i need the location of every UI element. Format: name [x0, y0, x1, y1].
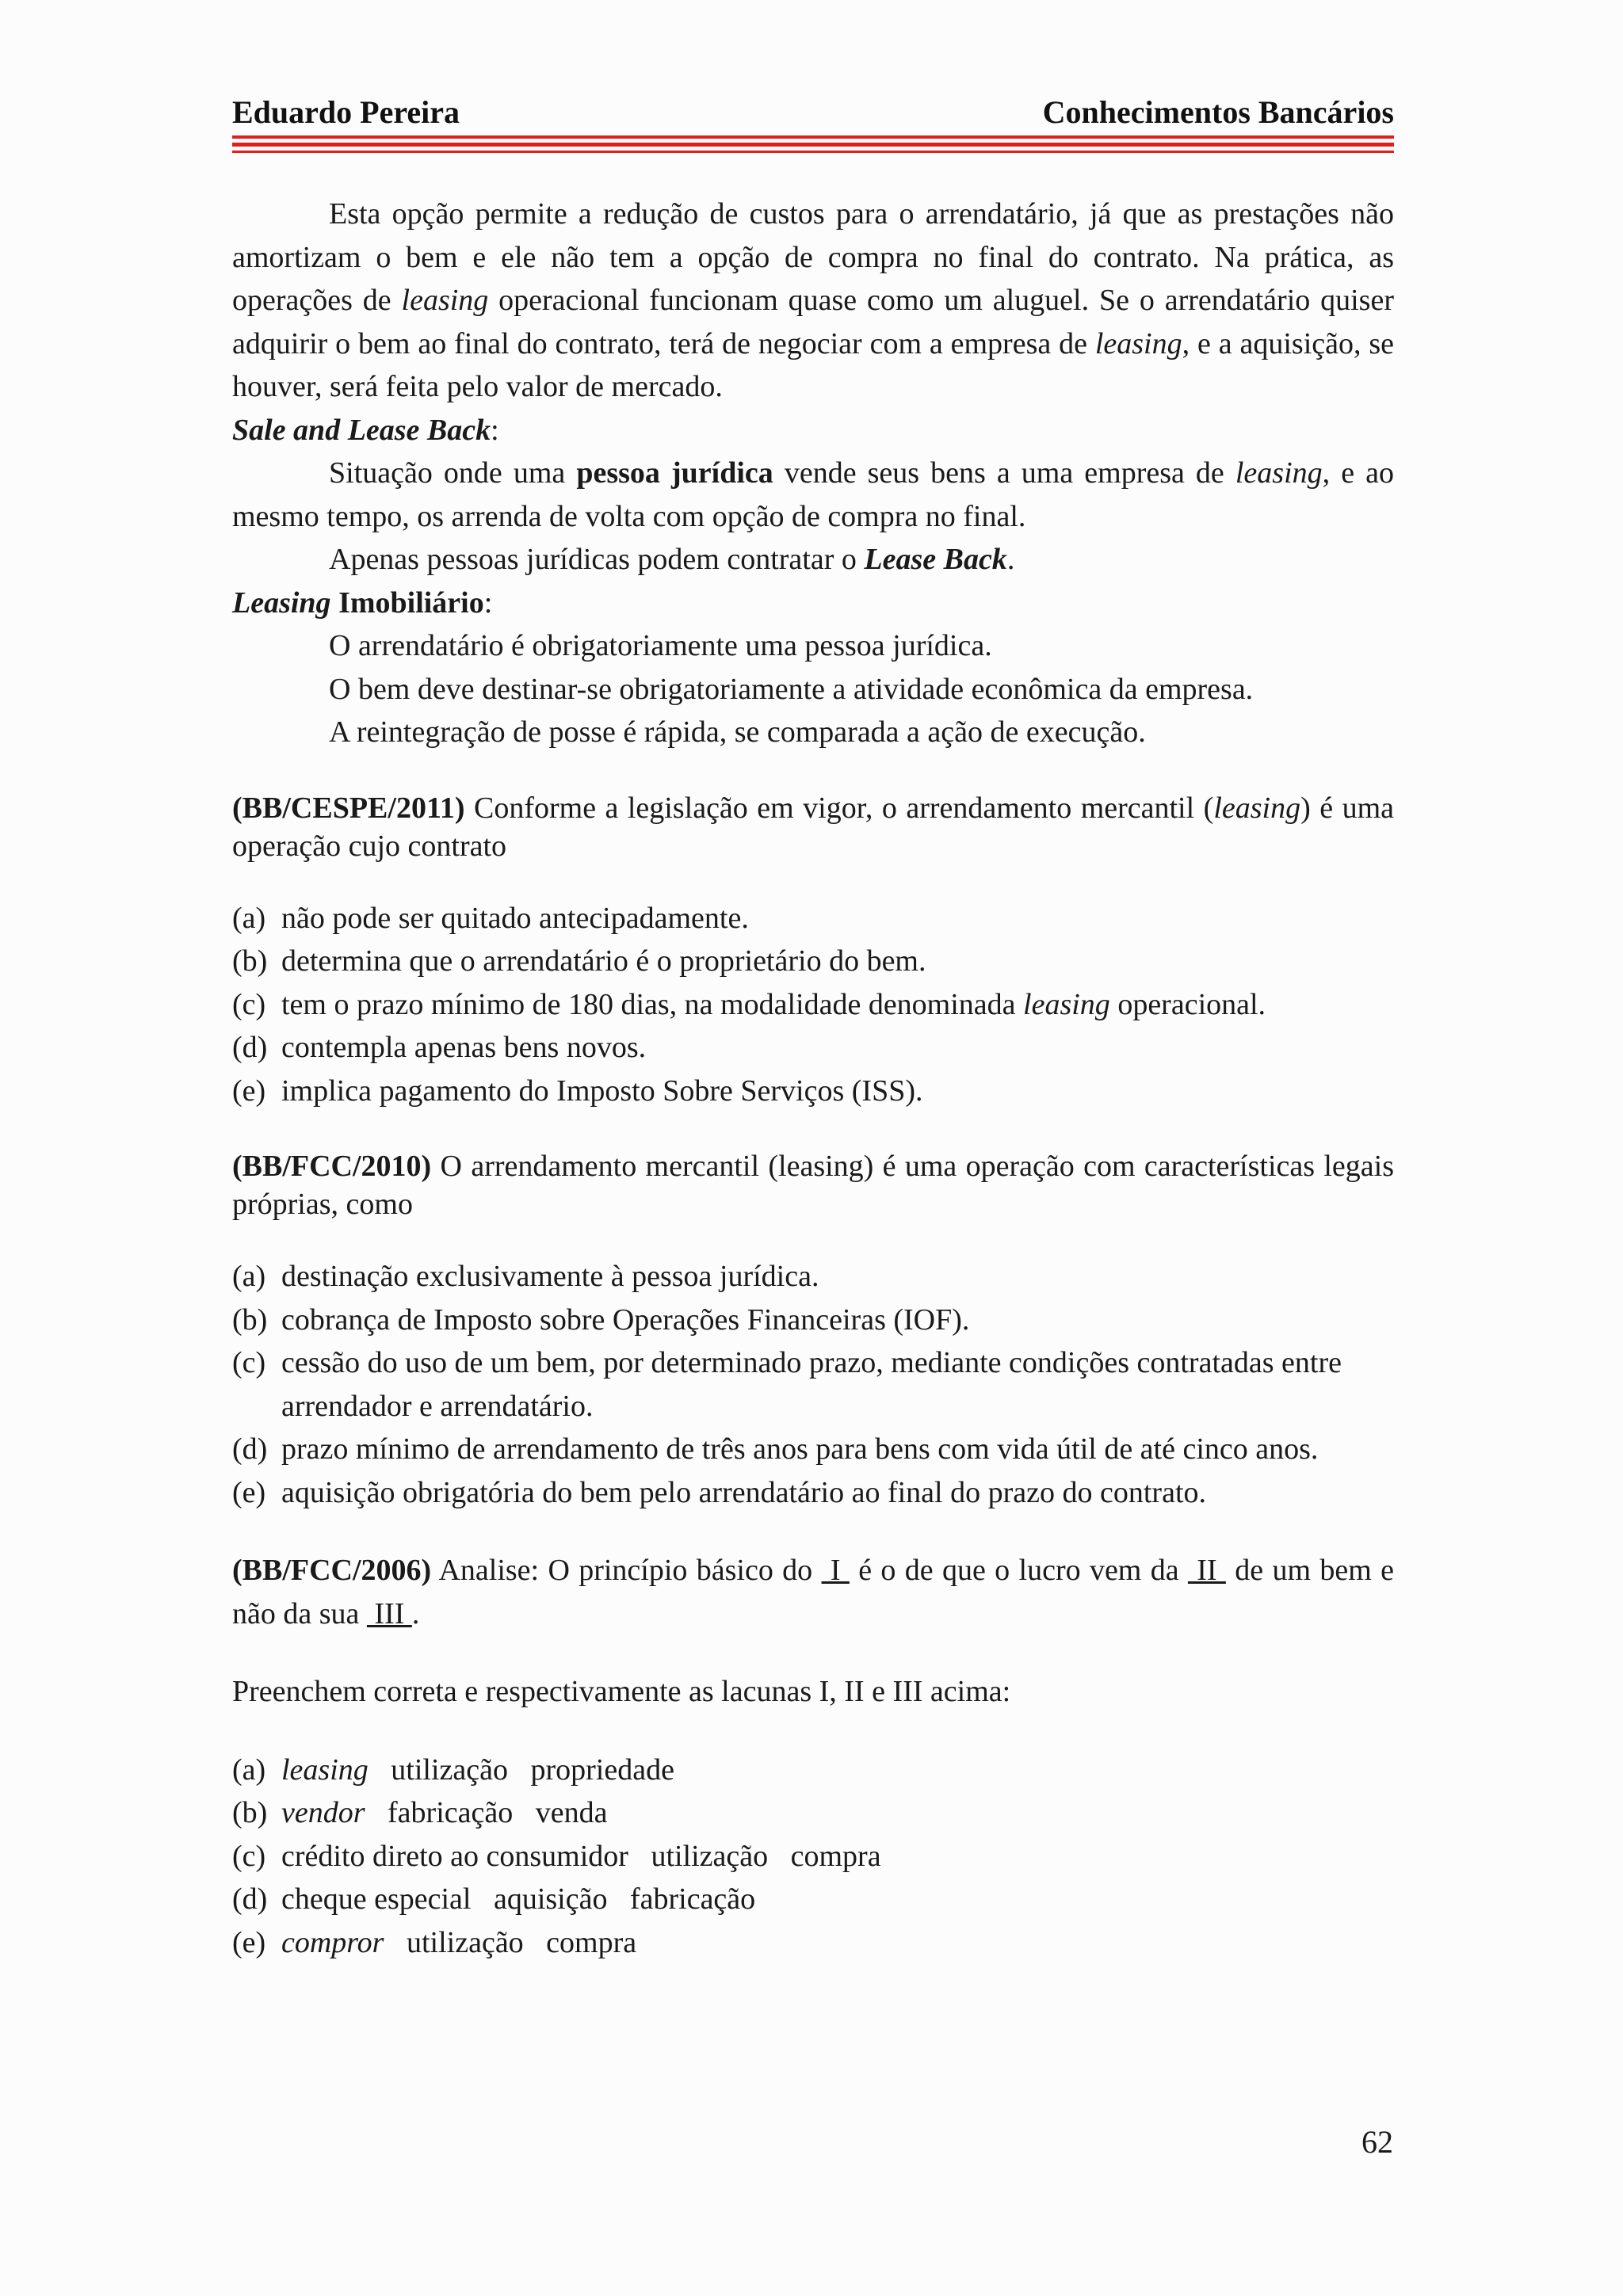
section-heading-leasing-imobiliario: Leasing Imobiliário:	[232, 585, 493, 620]
blank-ii: II	[1187, 1554, 1226, 1587]
lease-back-paragraph: Apenas pessoas jurídicas podem contratar o Lease Back.	[329, 543, 1015, 576]
answer-option[interactable]: (e) implica pagamento do Imposto Sobre Serviços (ISS).	[232, 1074, 923, 1108]
sale-lease-back-paragraph: Situação onde uma pessoa jurídica vende seus bens a uma empresa de leasing, e ao mesmo tempo, os arrenda de volta com opção de compra no final.	[232, 456, 1395, 533]
header-rule	[232, 143, 1394, 147]
answer-option[interactable]: (a) não pode ser quitado antecipadamente.	[232, 901, 749, 935]
header-rule	[232, 151, 1394, 153]
header-rule	[232, 135, 1394, 139]
intro-paragraph: Esta opção permite a redução de custos para o arrendatário, já que as prestações não amortizam o bem e ele não tem a opção de compra no final do contrato. Na prática, as operações de leasing operacional funcionam quase como um aluguel. Se o arrendatário quiser adquirir o bem ao final do contrato, terá de negociar com a empresa de leasing, e a aquisição, se houver, será feita pelo valor de mercado.	[232, 197, 1395, 403]
page-header	[232, 93, 1394, 141]
answer-option[interactable]: (b) cobrança de Imposto sobre Operações Financeiras (IOF).	[232, 1302, 970, 1337]
section-heading-sale-lease-back: Sale and Lease Back:	[232, 413, 499, 447]
answer-option[interactable]: (c) tem o prazo mínimo de 180 dias, na modalidade denominada leasing operacional.	[232, 987, 1266, 1021]
answer-option[interactable]: (e) aquisição obrigatória do bem pelo arrendatário ao final do prazo do contrato.	[232, 1475, 1206, 1509]
list-item: O arrendatário é obrigatoriamente uma pessoa jurídica.	[329, 629, 992, 662]
answer-option[interactable]: (c) crédito direto ao consumidor utilização compra	[232, 1839, 881, 1873]
answer-option[interactable]: (b) vendor fabricação venda	[232, 1796, 608, 1829]
answer-option[interactable]: (c) cessão do uso de um bem, por determinado prazo, mediante condições contratadas entre arrendador e arrendatário.	[232, 1346, 1342, 1423]
question-3-stem: (BB/FCC/2006) Analise: O princípio básico do I é o de que o lucro vem da II de um bem e não da sua III .	[232, 1554, 1395, 1630]
answer-option[interactable]: (e) compror utilização compra	[232, 1925, 637, 1959]
answer-option[interactable]: (b) determina que o arrendatário é o proprietário do bem.	[232, 944, 926, 978]
blank-iii: III	[366, 1596, 412, 1630]
blank-i: I	[821, 1554, 850, 1587]
page-body	[232, 193, 1394, 1964]
list-item: O bem deve destinar-se obrigatoriamente a atividade econômica da empresa.	[329, 672, 1254, 706]
question-2-stem: (BB/FCC/2010) O arrendamento mercantil (leasing) é uma operação com características legais próprias, como	[232, 1150, 1394, 1221]
header-author: Eduardo Pereira	[232, 94, 460, 130]
question-1-stem: (BB/CESPE/2011) Conforme a legislação em vigor, o arrendamento mercantil (leasing) é uma operação cujo contrato	[232, 791, 1394, 863]
question-3-instruction: Preenchem correta e respectivamente as lacunas I, II e III acima:	[232, 1675, 1011, 1708]
answer-option[interactable]: (d) contempla apenas bens novos.	[232, 1031, 647, 1064]
answer-option[interactable]: (d) cheque especial aquisição fabricação	[232, 1882, 756, 1916]
page-number: 62	[1361, 2124, 1393, 2160]
list-item: A reintegração de posse é rápida, se comparada a ação de execução.	[329, 715, 1146, 749]
answer-option[interactable]: (a) leasing utilização propriedade	[232, 1753, 674, 1787]
answer-option[interactable]: (a) destinação exclusivamente à pessoa jurídica.	[232, 1260, 819, 1293]
answer-option[interactable]: (d) prazo mínimo de arrendamento de três anos para bens com vida útil de até cinco anos.	[232, 1432, 1319, 1466]
header-book-title: Conhecimentos Bancários	[1042, 94, 1394, 130]
